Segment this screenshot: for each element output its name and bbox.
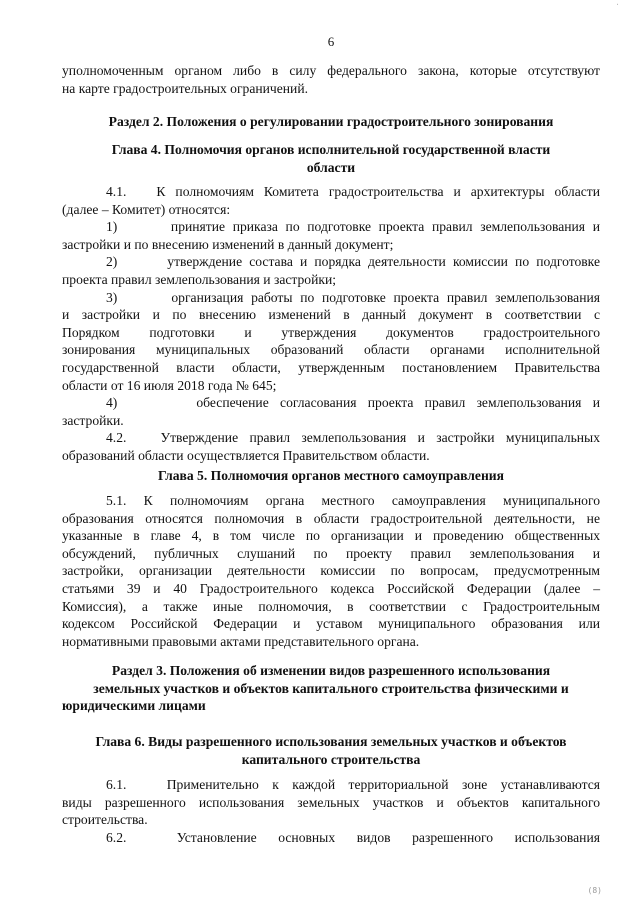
chapter-6-title (62, 733, 600, 768)
paragraph-6-1-line-2: виды разрешенного использования земельных участков и объектов капитального (62, 794, 600, 810)
item-3-line-4: зонирования муниципальных образований области органами исполнительной (62, 342, 600, 358)
paragraph-5-1-line-3: указанные в главе 4, в том числе по организации и проведению общественных (62, 528, 600, 544)
footer-mark: (8) (587, 886, 602, 895)
paragraph-5-1-line-4: обсуждений, публичных слушаний по проекту правил землепользования и (62, 545, 600, 561)
paragraph-6-1-line-1: 6.1. Применительно к каждой территориальной зоне устанавливаются (106, 777, 600, 792)
item-3-line-6: области от 16 июля 2018 года № 645; (62, 377, 277, 393)
item-2-line-2: проекта правил землепользования и застройки; (62, 271, 337, 287)
item-3-line-3: Порядком подготовки и утверждения документов градостроительного (62, 324, 600, 340)
intro-paragraph (62, 62, 600, 97)
paragraph-5-1-line-1: 5.1. К полномочиям органа местного самоуправления муниципального (106, 493, 600, 508)
paragraph-5-1-line-9: нормативными правовыми актами представительного органа. (62, 633, 420, 649)
paragraph-5-1-line-6: статьями 39 и 40 Градостроительного кодекса Российской Федерации (далее – (62, 580, 600, 596)
section-3-title-line-3: юридическими лицами (62, 698, 206, 714)
paragraph-6-2-line-1: 6.2. Установление основных видов разрешенного использования (106, 829, 600, 845)
paragraph-5-1-line-7: Комиссия), а также иные полномочия, в соответствии с Градостроительным (62, 598, 600, 614)
item-4-line-2: застройки. (62, 412, 124, 428)
section-3-title (62, 662, 600, 715)
chapter-4-title (62, 141, 600, 176)
item-1-line-2: застройки и по внесению изменений в данный документ; (62, 236, 394, 252)
chapter-6-title-line-2: капитального строительства (241, 751, 421, 767)
paragraph-6-1-line-3: строительства. (62, 812, 148, 828)
page-number: 6 (327, 34, 335, 49)
paragraph-5-1-line-8: кодексом Российской Федерации и уставом муниципального образования или (62, 616, 600, 632)
intro-line-2: на карте градостроительных ограничений. (62, 80, 309, 96)
paragraph-5-1-line-5: застройки, организации деятельности комиссии по вопросам, предусмотренным (62, 563, 600, 579)
item-3-line-2: и застройки и по внесению изменений в данный документ в соответствии с (62, 307, 600, 323)
top-corner-mark: · (615, 0, 620, 9)
section-3-title-line-2: земельных участков и объектов капитального строительства физическими и (93, 680, 569, 696)
paragraph-4-2-line-1: 4.2. Утверждение правил землепользования и застройки муниципальных (106, 430, 600, 446)
chapter-6-title-line-1: Глава 6. Виды разрешенного использования земельных участков и объектов (95, 734, 567, 749)
chapter-4-body (62, 183, 600, 465)
paragraph-4-2-line-2: образований области осуществляется Правительством области. (62, 447, 430, 463)
paragraph-4-1-line-1: 4.1. К полномочиям Комитета градостроительства и архитектуры области (106, 184, 600, 199)
chapter-4-title-line-1: Глава 4. Полномочия органов исполнительной государственной власти (111, 142, 551, 157)
paragraph-4-1-line-2: (далее – Комитет) относятся: (62, 201, 231, 217)
item-3-line-5: государственной власти области, утвержденным постановлением Правительства (62, 359, 600, 375)
item-3-line-1: 3) организация работы по подготовке проекта правил землепользования (106, 289, 600, 305)
section-3-title-line-1: Раздел 3. Положения об изменении видов разрешенного использования (111, 663, 551, 678)
item-4-line-1: 4) обеспечение согласования проекта правил землепользования и (106, 395, 600, 411)
chapter-5-body (62, 492, 600, 650)
chapter-5-title: Глава 5. Полномочия органов местного самоуправления (157, 468, 504, 483)
item-2-line-1: 2) утверждение состава и порядка деятельности комиссии по подготовке (106, 254, 600, 270)
paragraph-5-1-line-2: образования относятся полномочия в области градостроительной деятельности, не (62, 510, 600, 526)
section-2-title: Раздел 2. Положения о регулировании градостроительного зонирования (108, 114, 554, 129)
chapter-4-title-line-2: области (306, 159, 356, 175)
item-1-line-1: 1) принятие приказа по подготовке проекта правил землепользования и (106, 219, 600, 235)
chapter-6-body (62, 776, 600, 846)
intro-line-1: уполномоченным органом либо в силу федерального закона, которые отсутствуют (62, 63, 600, 78)
